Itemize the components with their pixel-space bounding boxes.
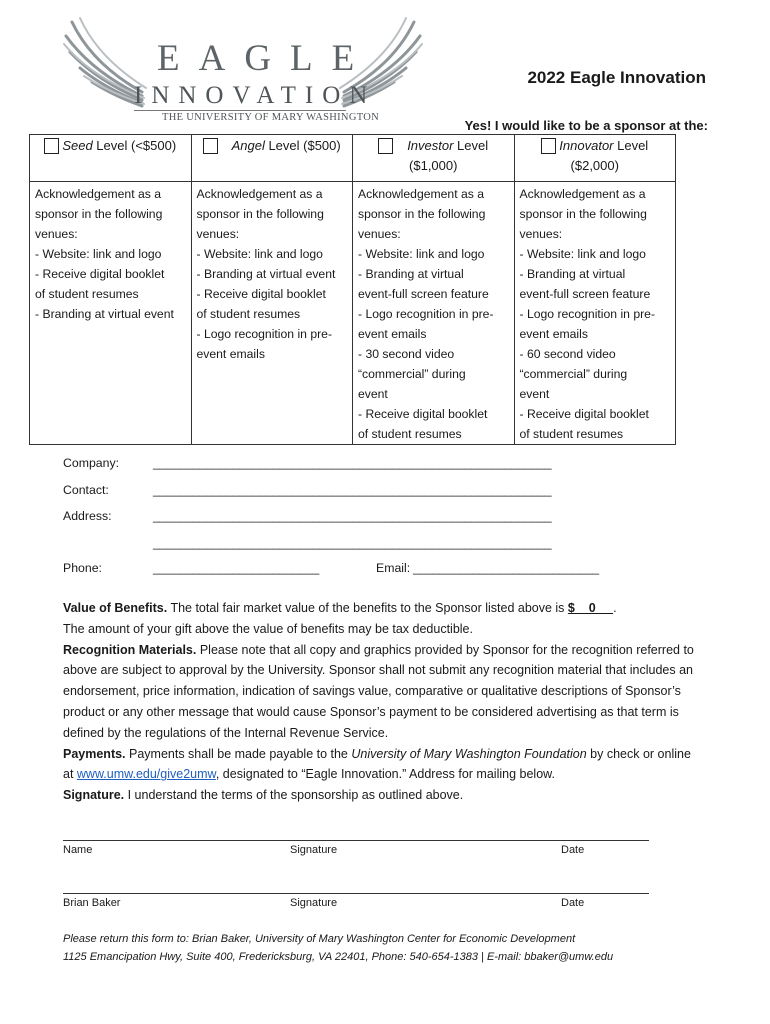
benefit-line: venues: xyxy=(35,227,78,241)
payments-foundation: University of Mary Washington Foundation xyxy=(351,746,587,761)
logo-university-text: THE UNIVERSITY OF MARY WASHINGTON xyxy=(162,112,379,123)
benefit-line: - Branding at virtual event xyxy=(196,267,336,281)
level-suffix: Level (<$500) xyxy=(92,138,177,153)
benefit-line: sponsor in the following xyxy=(519,207,647,221)
email-field[interactable]: ____________________________ xyxy=(413,561,599,575)
logo-eagle-text: EAGLE xyxy=(157,38,374,79)
level-header-angel xyxy=(191,135,353,182)
sponsorship-terms xyxy=(63,598,703,806)
level-price: ($2,000) xyxy=(570,158,619,173)
benefit-line: Acknowledgement as a xyxy=(35,187,162,201)
benefit-line: of student resumes xyxy=(35,287,139,301)
benefit-line: - Logo recognition in pre- xyxy=(196,327,332,341)
benefit-line: event emails xyxy=(358,327,427,341)
value-text: The total fair market value of the benefits to the Sponsor listed above is xyxy=(167,601,568,615)
level-name: Innovator xyxy=(559,138,614,153)
benefit-line: “commercial” during xyxy=(358,367,466,381)
university-name-caption: Brian Baker xyxy=(63,897,121,909)
benefit-line: “commercial” during xyxy=(519,367,628,381)
return-line-1: Please return this form to: Brian Baker, University of Mary Washington Center for Economic Development xyxy=(63,933,576,945)
benefit-line: - Website: link and logo xyxy=(358,247,485,261)
benefit-line: event emails xyxy=(196,347,265,361)
logo-divider xyxy=(134,110,346,111)
level-suffix: Level ($500) xyxy=(264,138,341,153)
benefit-line: - Branding at virtual xyxy=(519,267,626,281)
signature-text: I understand the terms of the sponsorship as outlined above. xyxy=(124,788,464,803)
level-name: Investor xyxy=(407,138,454,153)
sponsor-date-caption: Date xyxy=(561,844,585,856)
levels-header-row xyxy=(30,135,676,182)
payments-text-3: , designated to “Eagle Innovation.” Address for mailing below. xyxy=(215,767,555,782)
level-header-innovator xyxy=(514,135,676,182)
contact-label: Contact: xyxy=(63,483,109,497)
return-line-2: 1125 Emancipation Hwy, Suite 400, Fredericksburg, VA 22401, Phone: 540-654-1383 | E-mail: bbaker@umw.edu xyxy=(63,951,614,963)
benefit-line: of student resumes xyxy=(196,307,301,321)
benefit-line: event xyxy=(519,387,550,401)
benefit-line: - Website: link and logo xyxy=(35,247,162,261)
phone-field[interactable]: _________________________ xyxy=(153,561,319,575)
sponsor-name-caption: Name xyxy=(63,844,93,856)
innovator-benefits xyxy=(514,182,676,445)
benefit-line: of student resumes xyxy=(358,427,462,441)
innovator-level-checkbox[interactable] xyxy=(541,138,556,154)
sponsor-signature-line[interactable] xyxy=(63,840,649,841)
payments-heading: Payments. xyxy=(63,746,126,761)
benefit-line: - Logo recognition in pre- xyxy=(519,307,655,321)
sponsor-prompt: Yes! I would like to be a sponsor at the: xyxy=(464,118,708,133)
benefit-line: venues: xyxy=(196,227,240,241)
benefit-line: - Receive digital booklet xyxy=(196,287,326,301)
sponsorship-levels-table xyxy=(29,134,676,445)
benefit-line: - Website: link and logo xyxy=(196,247,323,261)
benefit-line: Acknowledgement as a xyxy=(358,187,485,201)
benefit-line: - Receive digital booklet xyxy=(519,407,649,421)
payments-paragraph xyxy=(63,744,703,786)
eagle-innovation-logo xyxy=(62,14,427,126)
benefit-line: venues: xyxy=(358,227,401,241)
recognition-paragraph xyxy=(63,640,703,744)
benefit-line: event-full screen feature xyxy=(519,287,651,301)
seed-level-checkbox[interactable] xyxy=(44,138,59,154)
university-signature-caption: Signature xyxy=(290,897,338,909)
university-date-caption: Date xyxy=(561,897,585,909)
address-label: Address: xyxy=(63,509,112,523)
signature-paragraph xyxy=(63,785,703,806)
gift-text: The amount of your gift above the value of benefits may be tax deductible. xyxy=(63,621,473,636)
signature-heading: Signature. xyxy=(63,788,125,803)
investor-benefits xyxy=(353,182,515,445)
level-price: ($1,000) xyxy=(409,158,458,173)
benefit-line: - 60 second video xyxy=(519,347,616,361)
contact-field[interactable]: ____________________________________________________________ xyxy=(153,483,552,497)
angel-benefits xyxy=(191,182,353,445)
recognition-text: Please note that all copy and graphics provided by Sponsor for the recognition referred to above are subject to approval by the University. Sponsor shall not submit any recognition material that includes an endorsement, price information, indication of savings value, comparative or qualitative descriptions of Sponsor’s product or any other message that would cause Sponsor’s payment to be considered advertising as that term is defined by the regulations of the Internal Revenue Service. xyxy=(63,642,694,740)
benefit-line: of student resumes xyxy=(519,427,624,441)
payments-text-1: Payments shall be made payable to the xyxy=(125,746,352,761)
benefit-line: - Receive digital booklet xyxy=(35,267,165,281)
value-end: . xyxy=(613,601,617,615)
benefit-line: - Branding at virtual event xyxy=(35,307,174,321)
benefit-line: - Website: link and logo xyxy=(519,247,646,261)
benefit-line: sponsor in the following xyxy=(196,207,324,221)
give-online-link[interactable]: www.umw.edu/give2umw xyxy=(76,767,216,782)
benefit-line: sponsor in the following xyxy=(358,207,486,221)
value-heading: Value of Benefits. xyxy=(63,601,168,615)
benefit-line: event emails xyxy=(519,327,588,341)
level-suffix: Level xyxy=(613,138,649,153)
address-field-line2[interactable]: ____________________________________________________________ xyxy=(153,536,552,550)
value-of-benefits-paragraph xyxy=(63,598,703,619)
address-field-line1[interactable]: ____________________________________________________________ xyxy=(153,509,552,523)
seed-benefits xyxy=(30,182,192,445)
benefit-line: Acknowledgement as a xyxy=(519,187,646,201)
logo-innovation-text: INNOVATION xyxy=(134,82,377,109)
level-name: Angel xyxy=(231,138,265,153)
angel-level-checkbox[interactable] xyxy=(203,138,218,154)
benefit-line: sponsor in the following xyxy=(35,207,163,221)
sponsor-signature-caption: Signature xyxy=(290,844,338,856)
document-title: 2022 Eagle Innovation xyxy=(527,68,706,87)
phone-label: Phone: xyxy=(63,561,102,575)
level-header-investor xyxy=(353,135,515,182)
email-label: Email: xyxy=(376,561,411,575)
level-name: Seed xyxy=(62,138,93,153)
recognition-heading: Recognition Materials. xyxy=(63,642,197,657)
level-suffix: Level xyxy=(453,138,489,153)
levels-benefits-row xyxy=(30,182,676,445)
company-label: Company: xyxy=(63,456,120,470)
benefit-line: Acknowledgement as a xyxy=(196,187,323,201)
return-instructions xyxy=(63,930,613,966)
investor-level-checkbox[interactable] xyxy=(378,138,393,154)
value-amount: $ 0 xyxy=(567,601,614,615)
benefit-line: - Logo recognition in pre- xyxy=(358,307,494,321)
university-signature-line[interactable] xyxy=(63,893,649,894)
payments-text-2: by check or online at xyxy=(63,746,691,782)
level-header-seed xyxy=(30,135,192,182)
benefit-line: event xyxy=(358,387,388,401)
benefit-line: event-full screen feature xyxy=(358,287,489,301)
benefit-line: - Receive digital booklet xyxy=(358,407,488,421)
benefit-line: venues: xyxy=(519,227,563,241)
benefit-line: - 30 second video xyxy=(358,347,455,361)
benefit-line: - Branding at virtual xyxy=(358,267,464,281)
company-field[interactable]: ____________________________________________________________ xyxy=(153,456,552,470)
